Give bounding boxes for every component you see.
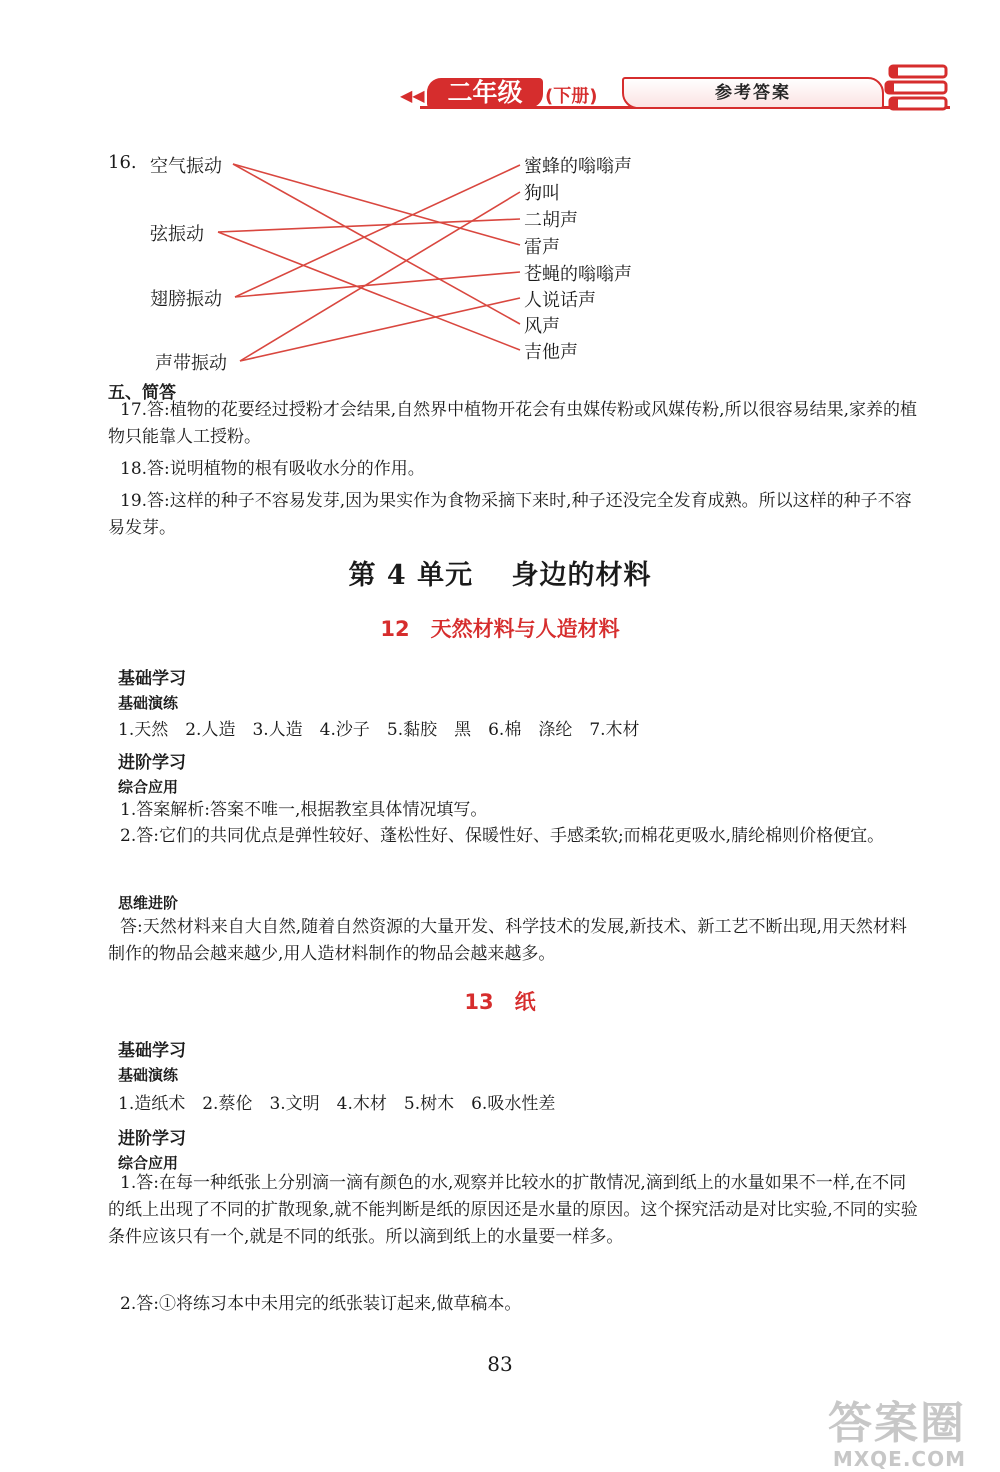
lesson-title: 13 纸	[464, 990, 536, 1014]
answer-paragraph: 2.答:①将练习本中未用完的纸张装订起来,做草稿本。	[120, 1294, 522, 1314]
match-right-item: 人说话声	[524, 290, 596, 311]
match-right-item: 风声	[524, 316, 560, 337]
subsection-heading: 思维进阶	[118, 894, 179, 912]
page-number: 83	[487, 1352, 513, 1376]
match-right-item: 二胡声	[524, 210, 578, 231]
match-left-item: 弦振动	[150, 224, 204, 245]
double-arrow-left-icon: ◀◀	[400, 86, 425, 105]
section-heading: 进阶学习	[118, 753, 186, 773]
match-left-item: 声带振动	[155, 353, 227, 374]
match-line	[233, 164, 520, 324]
watermark	[828, 1400, 966, 1470]
watermark-url: MXQE.COM	[832, 1447, 966, 1472]
lesson-title: 12 天然材料与人造材料	[380, 617, 620, 641]
section-heading: 五、简答	[108, 383, 176, 403]
match-right-item: 狗叫	[524, 183, 560, 204]
match-line	[233, 164, 520, 245]
answer-paragraph: 2.答:它们的共同优点是弹性较好、蓬松性好、保暖性好、手感柔软;而棉花更吸水,腈纶棉则价格便宜。	[120, 826, 885, 846]
answer-paragraph: 17.答:植物的花要经过授粉才会结果,自然界中植物开花会有虫媒传粉或风媒传粉,所以很容易结果,家养的植物只能靠人工授粉。	[108, 400, 917, 447]
section-heading: 基础学习	[118, 1041, 186, 1061]
unit-title: 第 4 单元 身边的材料	[348, 560, 652, 591]
match-right-item: 雷声	[524, 237, 560, 258]
match-left-item: 翅膀振动	[150, 289, 222, 310]
match-right-item: 吉他声	[524, 342, 578, 363]
answer-line: 1.造纸术 2.蔡伦 3.文明 4.木材 5.树木 6.吸水性差	[118, 1094, 556, 1114]
question-number: 16.	[108, 152, 137, 173]
match-right-item: 蜜蜂的嗡嗡声	[524, 156, 632, 177]
section-heading: 进阶学习	[118, 1129, 186, 1149]
section-banner: 参考答案	[622, 77, 884, 109]
answer-paragraph: 1.答:在每一种纸张上分别滴一滴有颜色的水,观察并比较水的扩散情况,滴到纸上的水量如果不一样,在不同的纸上出现了不同的扩散现象,就不能判断是纸的原因还是水量的原因。这个探究活动是对比实验,不同的实验条件应该只有一个,就是不同的纸张。所以滴到纸上的水量要一样多。	[108, 1173, 918, 1247]
subsection-heading: 综合应用	[118, 778, 179, 796]
match-line	[240, 192, 520, 361]
answer-line: 1.天然 2.人造 3.人造 4.沙子 5.黏胶 黑 6.棉 涤纶 7.木材	[118, 720, 640, 740]
volume-label: (下册)	[545, 86, 598, 107]
answer-paragraph: 答:天然材料来自大自然,随着自然资源的大量开发、科学技术的发展,新技术、新工艺不断出现,用天然材料制作的物品会越来越少,用人造材料制作的物品会越来越多。	[108, 917, 907, 964]
match-right-item: 苍蝇的嗡嗡声	[524, 264, 632, 285]
answer-paragraph: 1.答案解析:答案不唯一,根据教室具体情况填写。	[120, 800, 488, 820]
match-left-item: 空气振动	[150, 156, 222, 177]
watermark-logo-text: 答案圈	[828, 1398, 966, 1449]
grade-badge: 二年级	[427, 78, 543, 108]
subsection-heading: 综合应用	[118, 1154, 179, 1172]
subsection-heading: 基础演练	[118, 1066, 179, 1084]
section-heading: 基础学习	[118, 669, 186, 689]
answer-paragraph: 18.答:说明植物的根有吸收水分的作用。	[120, 459, 425, 479]
matching-lines	[0, 0, 1000, 400]
match-line	[218, 219, 520, 232]
subsection-heading: 基础演练	[118, 694, 179, 712]
match-line	[240, 298, 520, 361]
match-line	[235, 272, 520, 297]
answer-paragraph: 19.答:这样的种子不容易发芽,因为果实作为食物采摘下来时,种子还没完全发育成熟。所以这样的种子不容易发芽。	[108, 491, 912, 538]
